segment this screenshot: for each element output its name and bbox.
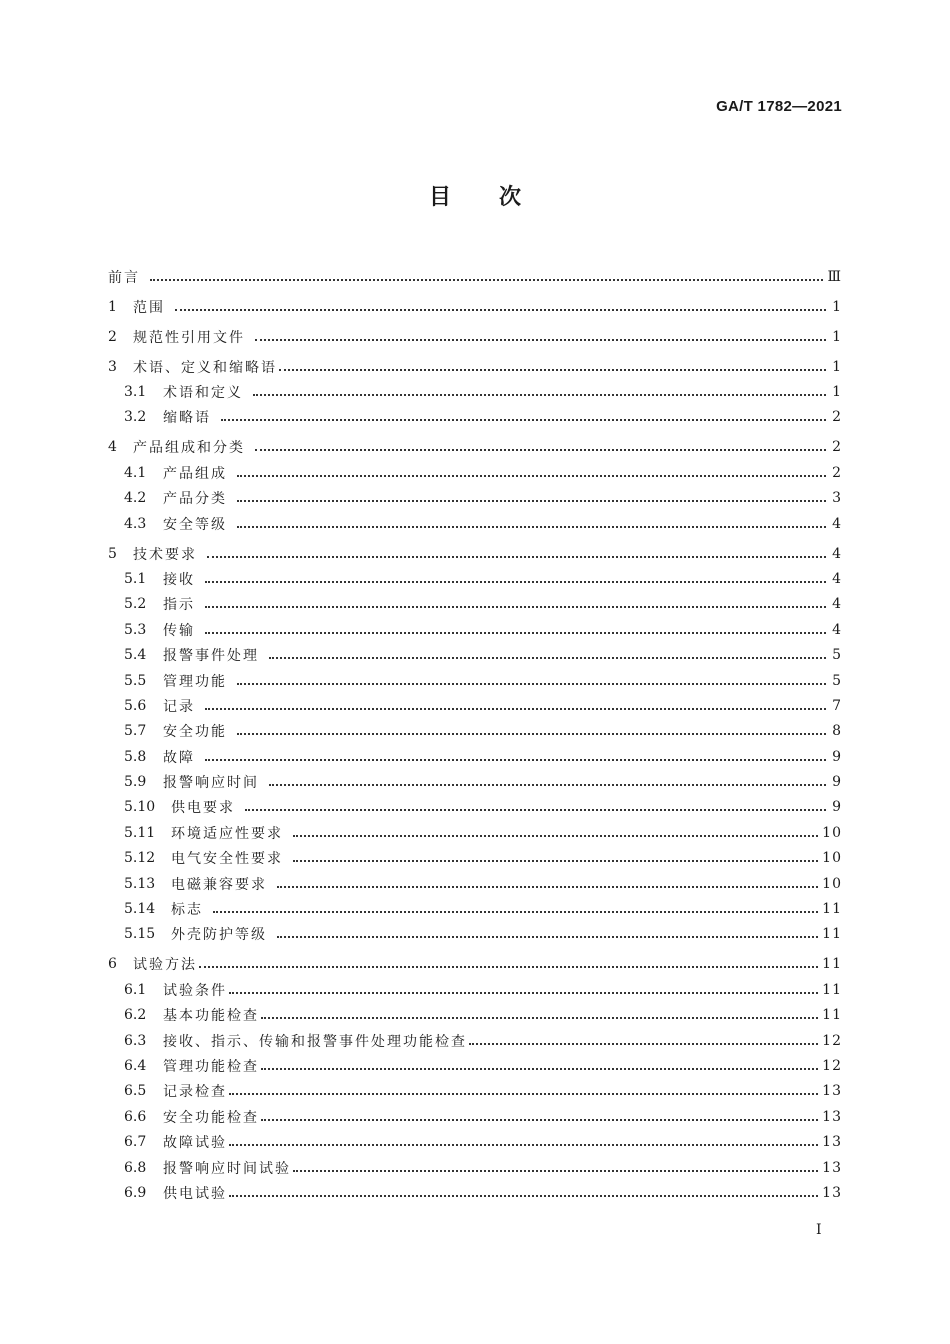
toc-entry-label: 标志 (171, 902, 203, 919)
toc-entry-number: 5.4 (124, 647, 147, 664)
toc-entry-number: 5.7 (124, 723, 147, 740)
toc-dot-leader (205, 759, 826, 761)
toc-entry-page: 13 (822, 1108, 842, 1125)
toc-entry-label: 前言 (108, 269, 140, 286)
toc-entry[interactable] (108, 693, 842, 718)
toc-entry-label: 术语和定义 (163, 385, 243, 402)
toc-entry-number: 4.3 (124, 515, 147, 532)
toc-dot-leader (237, 733, 826, 735)
toc-dot-leader (279, 369, 826, 371)
toc-dot-leader (255, 449, 826, 451)
toc-dot-leader (293, 835, 818, 837)
toc-entry[interactable] (108, 1180, 842, 1205)
toc-dot-leader (255, 339, 826, 341)
toc-entry-page: 13 (822, 1083, 842, 1100)
toc-entry-label: 传输 (163, 622, 195, 639)
toc-dot-leader (205, 581, 826, 583)
toc-dot-leader (199, 966, 818, 968)
toc-entry-page: 10 (822, 824, 842, 841)
toc-entry-page: 1 (832, 384, 842, 401)
toc-entry[interactable] (108, 820, 842, 845)
toc-entry[interactable] (108, 977, 842, 1002)
toc-entry-number: 4.1 (124, 464, 147, 481)
toc-entry-number: 5.11 (124, 824, 156, 841)
toc-dot-leader (229, 1144, 818, 1146)
toc-entry-number: 6.2 (124, 1007, 147, 1024)
toc-entry-page: 8 (832, 723, 842, 740)
toc-entry-page: 4 (832, 515, 842, 532)
toc-entry-page: 12 (822, 1032, 842, 1049)
toc-entry[interactable] (108, 1079, 842, 1104)
toc-entry-number: 6.4 (124, 1057, 147, 1074)
toc-entry-page: Ⅲ (827, 268, 842, 285)
toc-entry-number: 5.6 (124, 697, 147, 714)
toc-entry[interactable] (108, 1155, 842, 1180)
toc-entry[interactable] (108, 1003, 842, 1028)
toc-entry-number: 2 (108, 328, 117, 345)
toc-entry[interactable] (108, 922, 842, 947)
toc-entry-label: 缩略语 (163, 410, 211, 427)
toc-entry-label: 报警响应时间 (163, 775, 259, 792)
toc-dot-leader (269, 657, 826, 659)
toc-entry[interactable] (108, 952, 842, 977)
toc-entry-number: 6.1 (124, 981, 147, 998)
toc-dot-leader (237, 526, 826, 528)
toc-entry-number: 4.2 (124, 490, 147, 507)
toc-entry-number: 5.10 (124, 799, 156, 816)
toc-entry-page: 9 (832, 799, 842, 816)
toc-entry[interactable] (108, 405, 842, 430)
toc-entry-number: 5.1 (124, 570, 147, 587)
toc-entry-page: 7 (832, 697, 842, 714)
toc-entry-label: 接收、指示、传输和报警事件处理功能检查 (163, 1033, 467, 1050)
toc-entry[interactable] (108, 1053, 842, 1078)
toc-entry-label: 产品组成 (163, 465, 227, 482)
toc-dot-leader (221, 419, 826, 421)
toc-entry-label: 故障试验 (163, 1135, 227, 1152)
toc-entry[interactable] (108, 541, 842, 566)
toc-entry-page: 13 (822, 1184, 842, 1201)
toc-entry-number: 3 (108, 358, 117, 375)
toc-entry-page: 1 (832, 358, 842, 375)
toc-dot-leader (277, 936, 818, 938)
toc-entry-number: 6.3 (124, 1032, 147, 1049)
toc-entry-label: 报警事件处理 (163, 648, 259, 665)
toc-entry-number: 5.8 (124, 748, 147, 765)
toc-entry[interactable] (108, 294, 842, 319)
toc-entry-label: 电气安全性要求 (171, 851, 283, 868)
toc-entry-page: 1 (832, 328, 842, 345)
toc-entry-page: 5 (832, 647, 842, 664)
toc-entry-number: 5.9 (124, 774, 147, 791)
toc-entry-number: 3.1 (124, 384, 147, 401)
toc-entry-label: 供电要求 (171, 800, 235, 817)
toc-dot-leader (205, 708, 826, 710)
toc-entry-label: 试验方法 (133, 957, 197, 974)
toc-entry-number: 6.5 (124, 1083, 147, 1100)
toc-entry[interactable] (108, 719, 842, 744)
toc-entry[interactable] (108, 354, 842, 379)
toc-entry-number: 6.6 (124, 1108, 147, 1125)
toc-entry-number: 5 (108, 545, 117, 562)
toc-entry-label: 供电试验 (163, 1185, 227, 1202)
table-of-contents (108, 264, 842, 1206)
toc-entry-page: 5 (832, 672, 842, 689)
toc-entry[interactable] (108, 1129, 842, 1154)
toc-entry[interactable] (108, 592, 842, 617)
toc-dot-leader (293, 860, 818, 862)
toc-dot-leader (205, 606, 826, 608)
toc-entry[interactable] (108, 324, 842, 349)
toc-entry-page: 13 (822, 1159, 842, 1176)
toc-entry-label: 安全功能 (163, 724, 227, 741)
toc-entry-label: 报警响应时间试验 (163, 1160, 291, 1177)
toc-dot-leader (229, 992, 818, 994)
toc-entry-label: 术语、定义和缩略语 (133, 359, 277, 376)
toc-entry-label: 范围 (133, 299, 165, 316)
toc-dot-leader (253, 394, 826, 396)
toc-entry-number: 5.14 (124, 901, 156, 918)
toc-entry-number: 6.8 (124, 1159, 147, 1176)
toc-entry[interactable] (108, 744, 842, 769)
toc-entry-label: 记录检查 (163, 1084, 227, 1101)
toc-entry-page: 10 (822, 875, 842, 892)
toc-entry[interactable] (108, 642, 842, 667)
toc-entry[interactable] (108, 795, 842, 820)
toc-entry-label: 安全功能检查 (163, 1109, 259, 1126)
toc-entry[interactable] (108, 486, 842, 511)
toc-entry-number: 5.15 (124, 926, 156, 943)
toc-dot-leader (245, 809, 826, 811)
toc-entry-page: 4 (832, 570, 842, 587)
toc-entry-page: 2 (832, 409, 842, 426)
toc-entry[interactable] (108, 617, 842, 642)
toc-entry-label: 管理功能 (163, 673, 227, 690)
toc-entry-label: 产品组成和分类 (133, 440, 245, 457)
toc-entry[interactable] (108, 769, 842, 794)
toc-dot-leader (261, 1068, 818, 1070)
toc-entry-number: 5.2 (124, 596, 147, 613)
page-number: I (816, 1222, 822, 1238)
toc-entry[interactable] (108, 264, 842, 289)
toc-entry[interactable] (108, 435, 842, 460)
toc-entry-page: 4 (832, 545, 842, 562)
toc-entry-label: 环境适应性要求 (171, 825, 283, 842)
toc-entry-number: 1 (108, 298, 117, 315)
toc-entry-page: 12 (822, 1057, 842, 1074)
toc-entry[interactable] (108, 846, 842, 871)
toc-entry-label: 电磁兼容要求 (171, 876, 267, 893)
toc-entry-label: 基本功能检查 (163, 1008, 259, 1025)
toc-entry-page: 2 (832, 439, 842, 456)
toc-dot-leader (277, 886, 818, 888)
toc-entry-number: 5.3 (124, 621, 147, 638)
toc-dot-leader (150, 279, 823, 281)
toc-dot-leader (229, 1093, 818, 1095)
toc-entry-page: 3 (832, 490, 842, 507)
toc-dot-leader (205, 632, 826, 634)
toc-entry-label: 管理功能检查 (163, 1058, 259, 1075)
toc-dot-leader (293, 1170, 818, 1172)
toc-entry-label: 产品分类 (163, 491, 227, 508)
toc-entry-page: 10 (822, 850, 842, 867)
toc-entry-page: 1 (832, 298, 842, 315)
toc-entry-page: 11 (822, 1007, 842, 1024)
toc-entry-number: 6.9 (124, 1184, 147, 1201)
toc-entry-page: 4 (832, 621, 842, 638)
toc-entry-number: 3.2 (124, 409, 147, 426)
toc-dot-leader (175, 309, 826, 311)
toc-entry-label: 指示 (163, 597, 195, 614)
toc-dot-leader (469, 1043, 818, 1045)
toc-entry[interactable] (108, 668, 842, 693)
toc-dot-leader (237, 683, 826, 685)
toc-entry-label: 外壳防护等级 (171, 927, 267, 944)
toc-dot-leader (207, 556, 826, 558)
toc-dot-leader (261, 1017, 818, 1019)
toc-entry-page: 13 (822, 1134, 842, 1151)
toc-entry-label: 故障 (163, 749, 195, 766)
toc-entry-page: 11 (822, 901, 842, 918)
toc-entry-page: 11 (822, 956, 842, 973)
toc-entry-page: 9 (832, 748, 842, 765)
toc-entry[interactable] (108, 379, 842, 404)
toc-entry-page: 11 (822, 981, 842, 998)
toc-entry-label: 技术要求 (133, 546, 197, 563)
toc-entry-number: 4 (108, 439, 117, 456)
toc-dot-leader (229, 1195, 818, 1197)
toc-entry[interactable] (108, 1104, 842, 1129)
toc-dot-leader (237, 500, 826, 502)
toc-entry-page: 9 (832, 774, 842, 791)
toc-dot-leader (237, 475, 826, 477)
toc-entry[interactable] (108, 896, 842, 921)
page-title: 目次 (428, 185, 569, 210)
toc-entry-number: 5.13 (124, 875, 156, 892)
toc-entry-number: 5.12 (124, 850, 156, 867)
toc-entry-label: 规范性引用文件 (133, 329, 245, 346)
toc-entry[interactable] (108, 566, 842, 591)
toc-entry-number: 5.5 (124, 672, 147, 689)
toc-entry-page: 2 (832, 464, 842, 481)
standard-code: GA/T 1782—2021 (716, 98, 842, 115)
toc-entry-page: 11 (822, 926, 842, 943)
toc-entry-number: 6 (108, 956, 117, 973)
toc-entry-label: 接收 (163, 571, 195, 588)
toc-dot-leader (213, 911, 818, 913)
toc-entry[interactable] (108, 1028, 842, 1053)
toc-entry-label: 安全等级 (163, 516, 227, 533)
toc-dot-leader (269, 784, 826, 786)
toc-entry-label: 记录 (163, 698, 195, 715)
toc-entry[interactable] (108, 871, 842, 896)
toc-dot-leader (261, 1119, 818, 1121)
toc-entry-label: 试验条件 (163, 982, 227, 999)
toc-entry[interactable] (108, 511, 842, 536)
toc-entry-page: 4 (832, 596, 842, 613)
toc-entry-number: 6.7 (124, 1134, 147, 1151)
toc-entry[interactable] (108, 460, 842, 485)
